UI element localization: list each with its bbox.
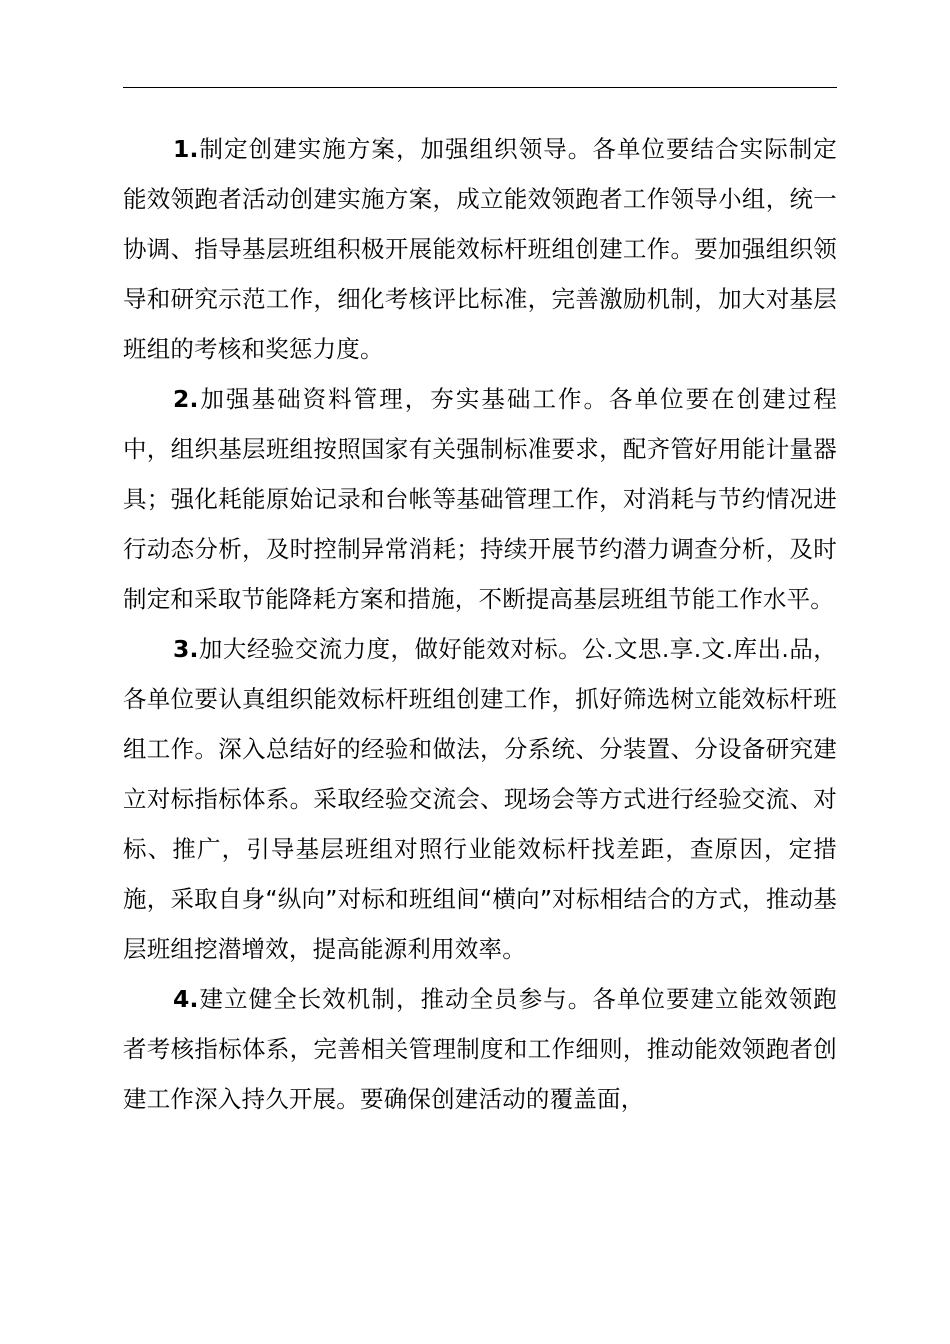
paragraph-1 <box>123 124 837 374</box>
paragraph-3 <box>123 624 837 974</box>
paragraph-2-text: 加强基础资料管理，夯实基础工作。各单位要在创建过程中，组织基层班组按照国家有关强制标准要求，配齐管好用能计量器具；强化耗能原始记录和台帐等基础管理工作，对消耗与节约情况进行动态分析，及时控制异常消耗；持续开展节约潜力调查分析，及时制定和采取节能降耗方案和措施，不断提高基层班组节能工作水平。 <box>123 385 837 613</box>
paragraph-1-number: 1. <box>173 135 199 163</box>
paragraph-3-text: 加大经验交流力度，做好能效对标。公.文思.享.文.库出.品，各单位要认真组织能效标杆班组创建工作，抓好筛选树立能效标杆班组工作。深入总结好的经验和做法，分系统、分装置、分设备研究建立对标指标体系。采取经验交流会、现场会等方式进行经验交流、对标、推广，引导基层班组对照行业能效标杆找差距，查原因，定措施，采取自身“纵向”对标和班组间“横向”对标相结合的方式，推动基层班组挖潜增效，提高能源利用效率。 <box>123 635 837 963</box>
paragraph-3-number: 3. <box>173 635 199 663</box>
paragraph-1-text: 制定创建实施方案，加强组织领导。各单位要结合实际制定能效领跑者活动创建实施方案，成立能效领跑者工作领导小组，统一协调、指导基层班组积极开展能效标杆班组创建工作。要加强组织领导和研究示范工作，细化考核评比标准，完善激励机制，加大对基层班组的考核和奖惩力度。 <box>123 135 837 363</box>
paragraph-2-number: 2. <box>173 385 199 413</box>
paragraph-2 <box>123 374 837 624</box>
document-body <box>123 124 837 1124</box>
paragraph-4-text: 建立健全长效机制，推动全员参与。各单位要建立能效领跑者考核指标体系，完善相关管理制度和工作细则，推动能效领跑者创建工作深入持久开展。要确保创建活动的覆盖面， <box>123 985 837 1113</box>
paragraph-4 <box>123 974 837 1124</box>
paragraph-4-number: 4. <box>173 985 199 1013</box>
header-rule <box>123 87 837 88</box>
